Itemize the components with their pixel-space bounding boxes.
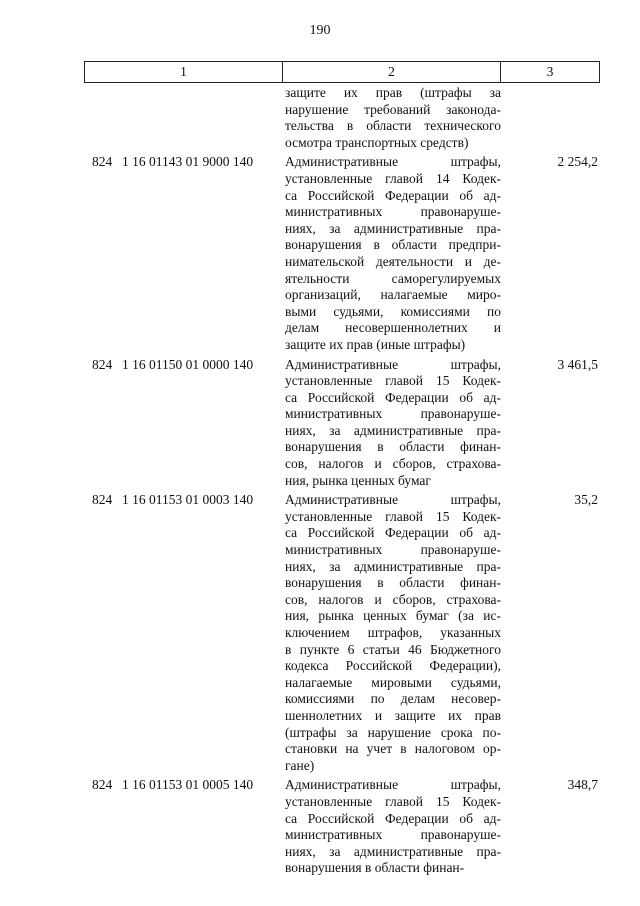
table-header-col-1: 1 bbox=[85, 62, 283, 82]
admin-code-cell bbox=[84, 85, 114, 151]
admin-code-cell: 824 bbox=[92, 777, 113, 793]
description-line: министративных правонаруше- bbox=[285, 406, 501, 422]
description-cell bbox=[285, 357, 501, 490]
description-line: установленные главой 15 Кодек- bbox=[285, 793, 501, 809]
description-line: кодекса Российской Федерации), bbox=[285, 658, 501, 674]
description-line: сов, налогов и сборов, страхова- bbox=[285, 456, 501, 472]
description-line: комиссиями по делам несовер- bbox=[285, 691, 501, 707]
admin-code-cell: 824 bbox=[92, 154, 113, 170]
description-line: гане) bbox=[285, 757, 315, 773]
description-line: Административные штрафы, bbox=[285, 356, 501, 372]
description-line: вонарушения в области предпри- bbox=[285, 237, 501, 253]
admin-code-cell: 824 bbox=[92, 492, 113, 508]
amount-cell: 35,2 bbox=[574, 492, 598, 508]
budget-code-cell: 1 16 01143 01 9000 140 bbox=[122, 154, 254, 170]
description-cell bbox=[285, 492, 501, 774]
description-line: установленные главой 14 Кодек- bbox=[285, 170, 501, 186]
description-line: са Российской Федерации об ад- bbox=[285, 389, 501, 405]
description-line: тельства в области технического bbox=[285, 118, 501, 134]
description-line: министративных правонаруше- bbox=[285, 542, 501, 558]
description-line: выми судьями, комиссиями по bbox=[285, 303, 501, 319]
table-row bbox=[84, 85, 600, 151]
table-row bbox=[84, 154, 600, 353]
description-line: ния, рынка ценных бумаг (за ис- bbox=[285, 608, 501, 624]
table-row bbox=[84, 777, 600, 877]
description-line: ниях, за административные пра- bbox=[285, 422, 501, 438]
description-line: ниях, за административные пра- bbox=[285, 220, 501, 236]
table-header-row bbox=[84, 61, 600, 83]
description-line: нарушение требований законода- bbox=[285, 101, 501, 117]
amount-cell bbox=[501, 85, 600, 151]
description-line: министративных правонаруше- bbox=[285, 827, 501, 843]
amount-cell: 3 461,5 bbox=[557, 356, 598, 372]
description-line: шеннолетних и защите их прав bbox=[285, 707, 501, 723]
budget-code-cell bbox=[114, 85, 274, 151]
description-line: ключением штрафов, указанных bbox=[285, 625, 501, 640]
description-line: ниях, за административные пра- bbox=[285, 558, 501, 574]
description-line: становки на учет в налоговом ор- bbox=[285, 741, 501, 757]
description-line: нимательской деятельности и де- bbox=[285, 253, 501, 269]
amount-cell: 348,7 bbox=[567, 777, 598, 793]
description-line: организаций, налагаемые миро- bbox=[285, 287, 501, 303]
budget-code-cell: 1 16 01153 01 0005 140 bbox=[122, 777, 254, 793]
description-line: вонарушения в области финан- bbox=[285, 439, 501, 455]
description-line: вонарушения в области финан- bbox=[285, 860, 465, 876]
description-line: ния, рынка ценных бумаг bbox=[285, 472, 431, 488]
description-line: Административные штрафы, bbox=[285, 154, 501, 170]
table-body bbox=[84, 85, 600, 880]
amount-cell: 2 254,2 bbox=[557, 154, 598, 170]
description-cell bbox=[285, 85, 501, 151]
description-line: налагаемые мировыми судьями, bbox=[285, 674, 501, 690]
description-line: (штрафы за нарушение срока по- bbox=[285, 724, 501, 740]
description-line: установленные главой 15 Кодек- bbox=[285, 373, 501, 389]
description-line: са Российской Федерации об ад- bbox=[285, 525, 501, 541]
table-row bbox=[84, 357, 600, 490]
description-line: защите их прав (штрафы за bbox=[285, 85, 501, 100]
description-line: защите их прав (иные штрафы) bbox=[285, 336, 466, 352]
description-line: ятельности саморегулируемых bbox=[285, 270, 501, 286]
description-line: осмотра транспортных средств) bbox=[285, 134, 469, 150]
description-line: Административные штрафы, bbox=[285, 777, 501, 793]
description-line: ниях, за административные пра- bbox=[285, 843, 501, 859]
description-line: министративных правонаруше- bbox=[285, 204, 501, 220]
description-cell bbox=[285, 154, 501, 353]
description-line: са Российской Федерации об ад- bbox=[285, 187, 501, 203]
description-line: вонарушения в области финан- bbox=[285, 575, 501, 591]
description-line: сов, налогов и сборов, страхова- bbox=[285, 591, 501, 607]
description-line: Административные штрафы, bbox=[285, 492, 501, 508]
description-line: делам несовершеннолетних и bbox=[285, 320, 501, 336]
admin-code-cell: 824 bbox=[92, 356, 113, 372]
description-cell bbox=[285, 777, 501, 877]
budget-code-cell: 1 16 01153 01 0003 140 bbox=[122, 492, 254, 508]
description-line: са Российской Федерации об ад- bbox=[285, 810, 501, 826]
table-row bbox=[84, 492, 600, 774]
description-line: в пункте 6 статьи 46 Бюджетного bbox=[285, 641, 501, 657]
table-header-col-3: 3 bbox=[546, 64, 554, 79]
page-number: 190 bbox=[309, 23, 331, 38]
description-line: установленные главой 15 Кодек- bbox=[285, 508, 501, 524]
table-header-col-2: 2 bbox=[283, 62, 501, 82]
budget-code-cell: 1 16 01150 01 0000 140 bbox=[122, 356, 254, 372]
